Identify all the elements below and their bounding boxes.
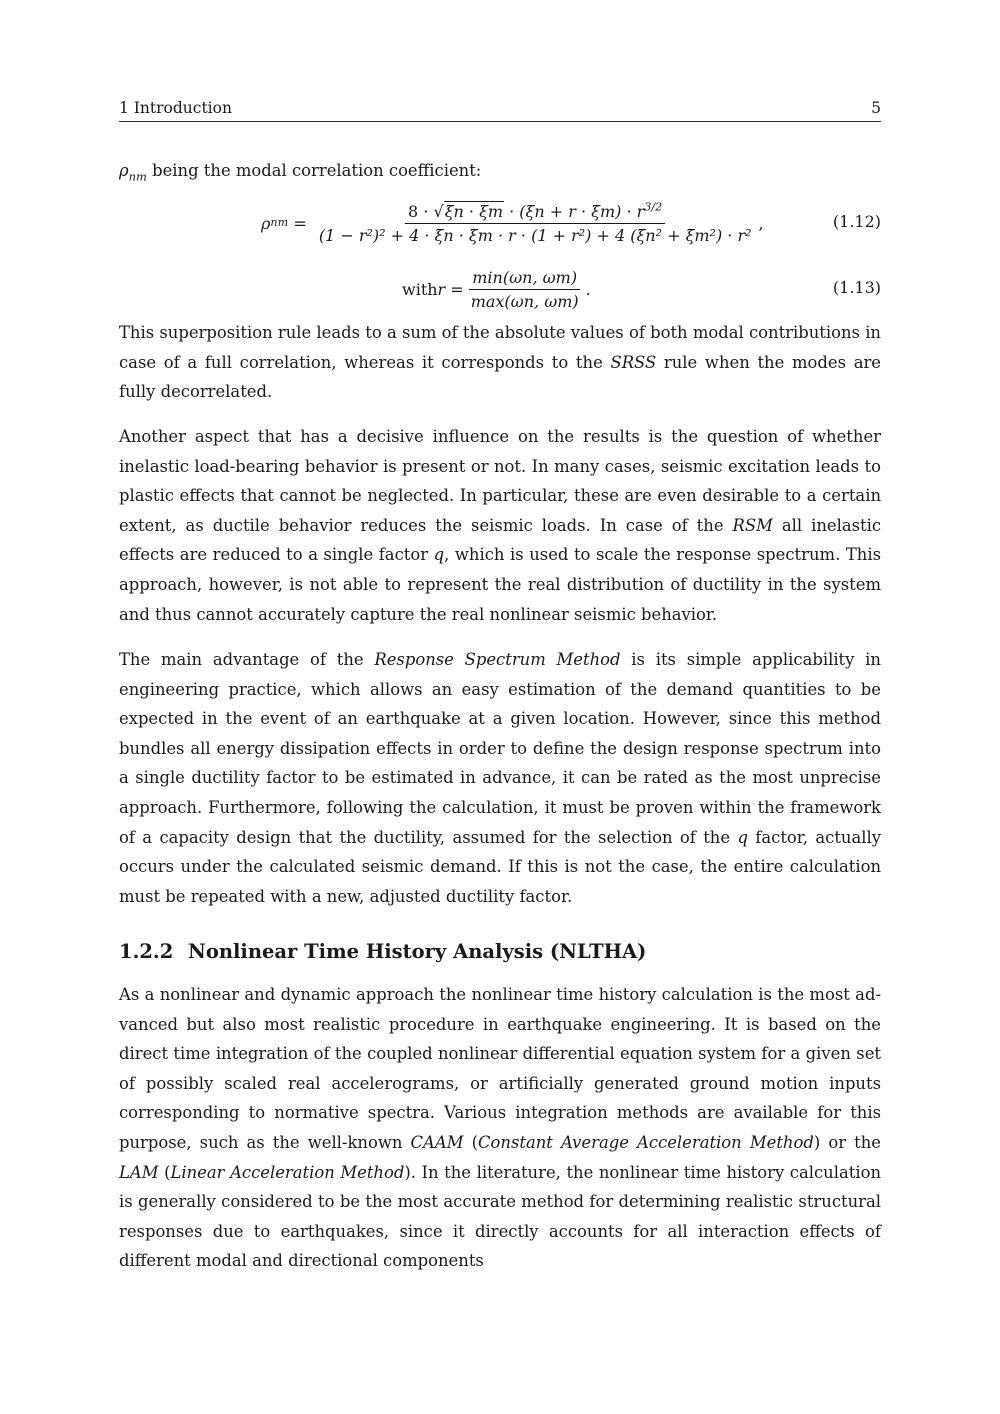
eq13-period: .	[585, 279, 591, 299]
eq12-fraction	[316, 202, 755, 245]
paragraph-3: The main advantage of the Response Spectrum Method is its simple applicability in engineering practice, which allows an easy estimation of the demand quantities to be expected in the event of an earthquake at a given location. However, since this method bundles all energy dissipation effects in order to define the design response spectrum into a single ductility factor to be estimated in advance, it can be rated as the most unprecise approach. Furthermore, following the calculation, it must be proven within the framework of a capacity design that the ductility, assumed for the selection of the q factor, actually occurs under the calculated seismic demand. If this is not the case, the entire calculation must be repeated with a new, adjusted ductility factor.	[119, 650, 882, 906]
caam-term: CAAM	[410, 1132, 464, 1152]
equation-number: (1.13)	[832, 278, 881, 297]
paragraph-1: This superposition rule leads to a sum of the absolute values of both modal contributions in case of a full correlation, whereas it corresponds to the SRSS rule when the modes are fully decorrelated.	[119, 323, 882, 402]
running-header	[119, 96, 881, 122]
equation-1-12: ρ nm = $\frac{8 \cdot √\xi n \cdot \xi m \cdot (\xi n + r \cdot \xi m) \cdot r^{3/2}}{\text{(1 − r²)² + 4 · ξn · ξm · r · (1 + r²) + 4 (ξn² + ξm²) · r²}}$ , (1.12)	[261, 200, 881, 245]
rho-subscript: nm	[128, 169, 147, 184]
equation-1-13	[119, 266, 881, 312]
eq12-numerator: $8 \cdot √\xi n \cdot \xi m \cdot (\xi n + r \cdot \xi m) \cdot r^{3/2}$	[405, 202, 665, 224]
response-spectrum-term: Response Spectrum Method	[374, 650, 621, 669]
section-number: 1.2.2	[119, 940, 174, 963]
eq13-prefix: with	[402, 279, 438, 299]
equation-number: (1.12)	[832, 212, 881, 231]
paragraph-4: As a nonlinear and dynamic approach the nonlinear time history calculation is the most advanced but also most realistic procedure in earthquake engineering. It is based on the direct time integration of the coupled nonlinear differential equation system for a given set of possibly scaled real accelerograms, or artificially generated ground motion inputs corresponding to normative spectra. Various integration methods are available for this purpose, such as the well-known CAAM (Constant Average Acceleration Method) or the LAM (Linear Acceleration Method). In the literature, the nonlinear time history calculation is generally considered to be the most accurate method for determining realistic structural responses due to earthquakes, since it directly accounts for all interaction effects of different modal and directional components	[119, 985, 881, 1271]
paragraph-2: Another aspect that has a decisive influence on the results is the question of whether inelastic load-bearing behavior is present or not. In many cases, seismic excitation leads to plastic effects that cannot be neglected. In particular, these are even desirable to a certain extent, as ductile behavior reduces the seismic loads. In case of the RSM all inelastic effects are reduced to a single factor q, which is used to scale the response spectrum. This approach, however, is not able to represent the real distribution of ductility in the system and thus cannot accurately capture the real nonlinear seismic behavior.	[119, 427, 882, 624]
lam-term: LAM	[119, 1162, 159, 1182]
eq12-sqrt: ξn · ξm	[444, 201, 504, 221]
q-symbol: q	[737, 827, 748, 847]
eq13-denominator: max(ωn, ωm)	[470, 291, 579, 311]
srss-term: SRSS	[610, 352, 657, 372]
chapter-title: 1 Introduction	[119, 99, 232, 117]
section-heading	[119, 938, 881, 966]
intro-text: being the modal correlation coefficient:	[146, 161, 482, 180]
page-number: 5	[871, 99, 881, 117]
rho-symbol: ρ	[119, 161, 129, 180]
eq12-denominator: (1 − r²)² + 4 · ξn · ξm · r · (1 + r²) + 4 (ξn² + ξm²) · r²	[318, 225, 752, 245]
eq13-fraction	[468, 268, 582, 311]
rsm-term: RSM	[732, 515, 773, 535]
intro-line	[119, 156, 881, 186]
section-title: Nonlinear Time History Analysis (NLTHA)	[188, 940, 647, 963]
eq13-var: r =	[437, 279, 464, 299]
lam-expansion: Linear Acceleration Method	[170, 1162, 405, 1182]
caam-expansion: Constant Average Acceleration Method	[478, 1132, 814, 1152]
q-symbol: q	[433, 545, 445, 565]
eq12-comma: ,	[758, 213, 764, 233]
eq12-lhs: ρ	[261, 213, 271, 233]
eq13-numerator: min(ωn, ωm)	[469, 268, 580, 290]
